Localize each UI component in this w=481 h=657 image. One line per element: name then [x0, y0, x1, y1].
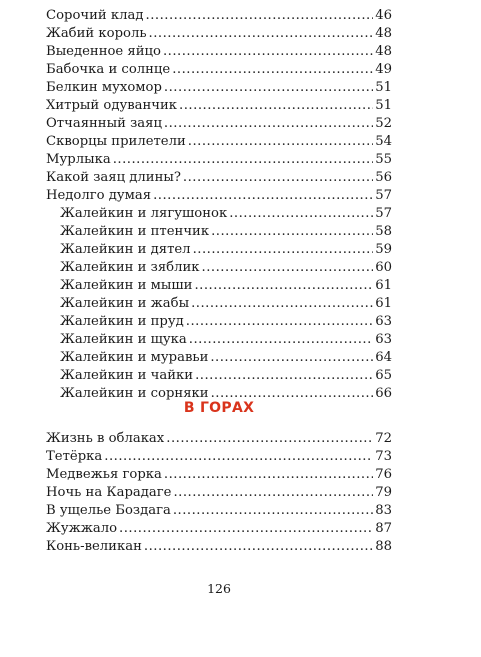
- toc-entry-page: 48: [375, 26, 392, 41]
- toc-entry-title: Выеденное яйцо: [46, 44, 161, 59]
- toc-entry: [46, 538, 392, 556]
- toc-entry-title: Белкин мухомор: [46, 80, 162, 95]
- toc-entry-page: 52: [375, 116, 392, 131]
- toc-entry-title: Жалейкин и лягушонок: [60, 206, 228, 221]
- dot-leader: [146, 7, 374, 25]
- toc-entry: [46, 115, 392, 133]
- toc-entry-page: 66: [375, 386, 392, 401]
- dot-leader: [166, 430, 373, 448]
- toc-entry-title: Жалейкин и муравьи: [60, 350, 209, 365]
- toc-entry: [46, 295, 392, 313]
- toc-entry: [46, 43, 392, 61]
- toc-entry-title: Скворцы прилетели: [46, 134, 186, 149]
- toc-entry: [46, 259, 392, 277]
- toc-entry-page: 88: [375, 539, 392, 554]
- toc-entry-title: Конь-великан: [46, 539, 142, 554]
- toc-entry: [46, 169, 392, 187]
- dot-leader: [163, 43, 373, 61]
- toc-entry-title: Жалейкин и чайки: [60, 368, 194, 383]
- dot-leader: [186, 313, 373, 331]
- toc-entry-page: 79: [375, 485, 392, 500]
- dot-leader: [164, 79, 373, 97]
- toc-entry-title: Жабий король: [46, 26, 147, 41]
- toc-entry-page: 48: [375, 44, 392, 59]
- toc-entry-page: 65: [375, 368, 392, 383]
- toc-entry-page: 58: [375, 224, 392, 239]
- toc-entry-title: Жалейкин и зяблик: [60, 260, 200, 275]
- toc-entry-title: Сорочий клад: [46, 8, 144, 23]
- toc-entry-page: 51: [375, 98, 392, 113]
- toc-entry-page: 46: [375, 8, 392, 23]
- toc-entry: [46, 367, 392, 385]
- toc-entry-title: Жалейкин и мыши: [60, 278, 193, 293]
- toc-entry-page: 63: [375, 314, 392, 329]
- toc-entry-page: 61: [375, 278, 392, 293]
- toc-entry: [46, 223, 392, 241]
- toc-entry-title: Жалейкин и дятел: [60, 242, 191, 257]
- toc-entry: [46, 349, 392, 367]
- toc-entry: [46, 151, 392, 169]
- toc-entry-title: Какой заяц длины?: [46, 170, 181, 185]
- table-of-contents-top: [46, 7, 392, 403]
- toc-entry-title: Ночь на Карадаге: [46, 485, 172, 500]
- dot-leader: [179, 97, 373, 115]
- toc-entry: [46, 25, 392, 43]
- toc-entry-title: Жалейкин и жабы: [60, 296, 190, 311]
- dot-leader: [229, 205, 373, 223]
- toc-entry-title: Жалейкин и щука: [60, 332, 187, 347]
- dot-leader: [153, 187, 373, 205]
- toc-entry: [46, 7, 392, 25]
- toc-entry: [46, 277, 392, 295]
- dot-leader: [119, 520, 373, 538]
- toc-entry-page: 57: [375, 188, 392, 203]
- toc-entry-title: Тетёрка: [46, 449, 103, 464]
- toc-entry-title: Недолго думая: [46, 188, 152, 203]
- dot-leader: [104, 448, 373, 466]
- dot-leader: [193, 241, 374, 259]
- toc-entry-page: 64: [375, 350, 392, 365]
- toc-entry-title: Жужжало: [46, 521, 118, 536]
- toc-entry-page: 56: [375, 170, 392, 185]
- dot-leader: [183, 169, 373, 187]
- table-of-contents-mountains: [46, 430, 392, 556]
- toc-entry-page: 61: [375, 296, 392, 311]
- dot-leader: [189, 331, 373, 349]
- toc-entry-title: Жизнь в облаках: [46, 431, 165, 446]
- toc-entry-title: Хитрый одуванчик: [46, 98, 178, 113]
- toc-entry: [46, 61, 392, 79]
- toc-entry-title: Отчаянный заяц: [46, 116, 162, 131]
- dot-leader: [195, 367, 373, 385]
- toc-entry: [46, 97, 392, 115]
- toc-entry-page: 54: [375, 134, 392, 149]
- dot-leader: [194, 277, 373, 295]
- toc-entry-title: Жалейкин и птенчик: [60, 224, 210, 239]
- toc-entry: [46, 205, 392, 223]
- dot-leader: [164, 466, 373, 484]
- toc-entry-page: 57: [375, 206, 392, 221]
- toc-entry: [46, 313, 392, 331]
- toc-entry-title: Жалейкин и сорняки: [60, 386, 209, 401]
- toc-entry-page: 55: [375, 152, 392, 167]
- toc-entry-page: 73: [375, 449, 392, 464]
- toc-entry: [46, 241, 392, 259]
- dot-leader: [188, 133, 373, 151]
- toc-entry-page: 72: [375, 431, 392, 446]
- toc-entry-page: 59: [375, 242, 392, 257]
- toc-entry: [46, 187, 392, 205]
- toc-entry-title: В ущелье Боздага: [46, 503, 171, 518]
- dot-leader: [202, 259, 374, 277]
- toc-entry-page: 51: [375, 80, 392, 95]
- toc-entry-page: 63: [375, 332, 392, 347]
- toc-entry: [46, 502, 392, 520]
- dot-leader: [113, 151, 374, 169]
- dot-leader: [172, 61, 373, 79]
- section-heading: В ГОРАХ: [183, 400, 255, 416]
- toc-entry: [46, 331, 392, 349]
- toc-entry: [46, 484, 392, 502]
- dot-leader: [191, 295, 373, 313]
- toc-entry: [46, 520, 392, 538]
- toc-entry-title: Жалейкин и пруд: [60, 314, 184, 329]
- dot-leader: [210, 349, 373, 367]
- dot-leader: [144, 538, 373, 556]
- toc-entry-page: 49: [375, 62, 392, 77]
- dot-leader: [164, 115, 373, 133]
- page-number: 126: [207, 581, 231, 596]
- toc-entry: [46, 430, 392, 448]
- toc-entry: [46, 466, 392, 484]
- toc-entry: [46, 133, 392, 151]
- dot-leader: [211, 223, 373, 241]
- toc-entry-title: Бабочка и солнце: [46, 62, 171, 77]
- toc-entry-page: 76: [375, 467, 392, 482]
- toc-entry-title: Мурлыка: [46, 152, 111, 167]
- toc-entry-page: 83: [375, 503, 392, 518]
- toc-entry-page: 60: [375, 260, 392, 275]
- toc-entry: [46, 79, 392, 97]
- toc-entry-title: Медвежья горка: [46, 467, 162, 482]
- dot-leader: [149, 25, 374, 43]
- dot-leader: [173, 484, 373, 502]
- toc-entry: [46, 448, 392, 466]
- toc-entry-page: 87: [375, 521, 392, 536]
- dot-leader: [173, 502, 373, 520]
